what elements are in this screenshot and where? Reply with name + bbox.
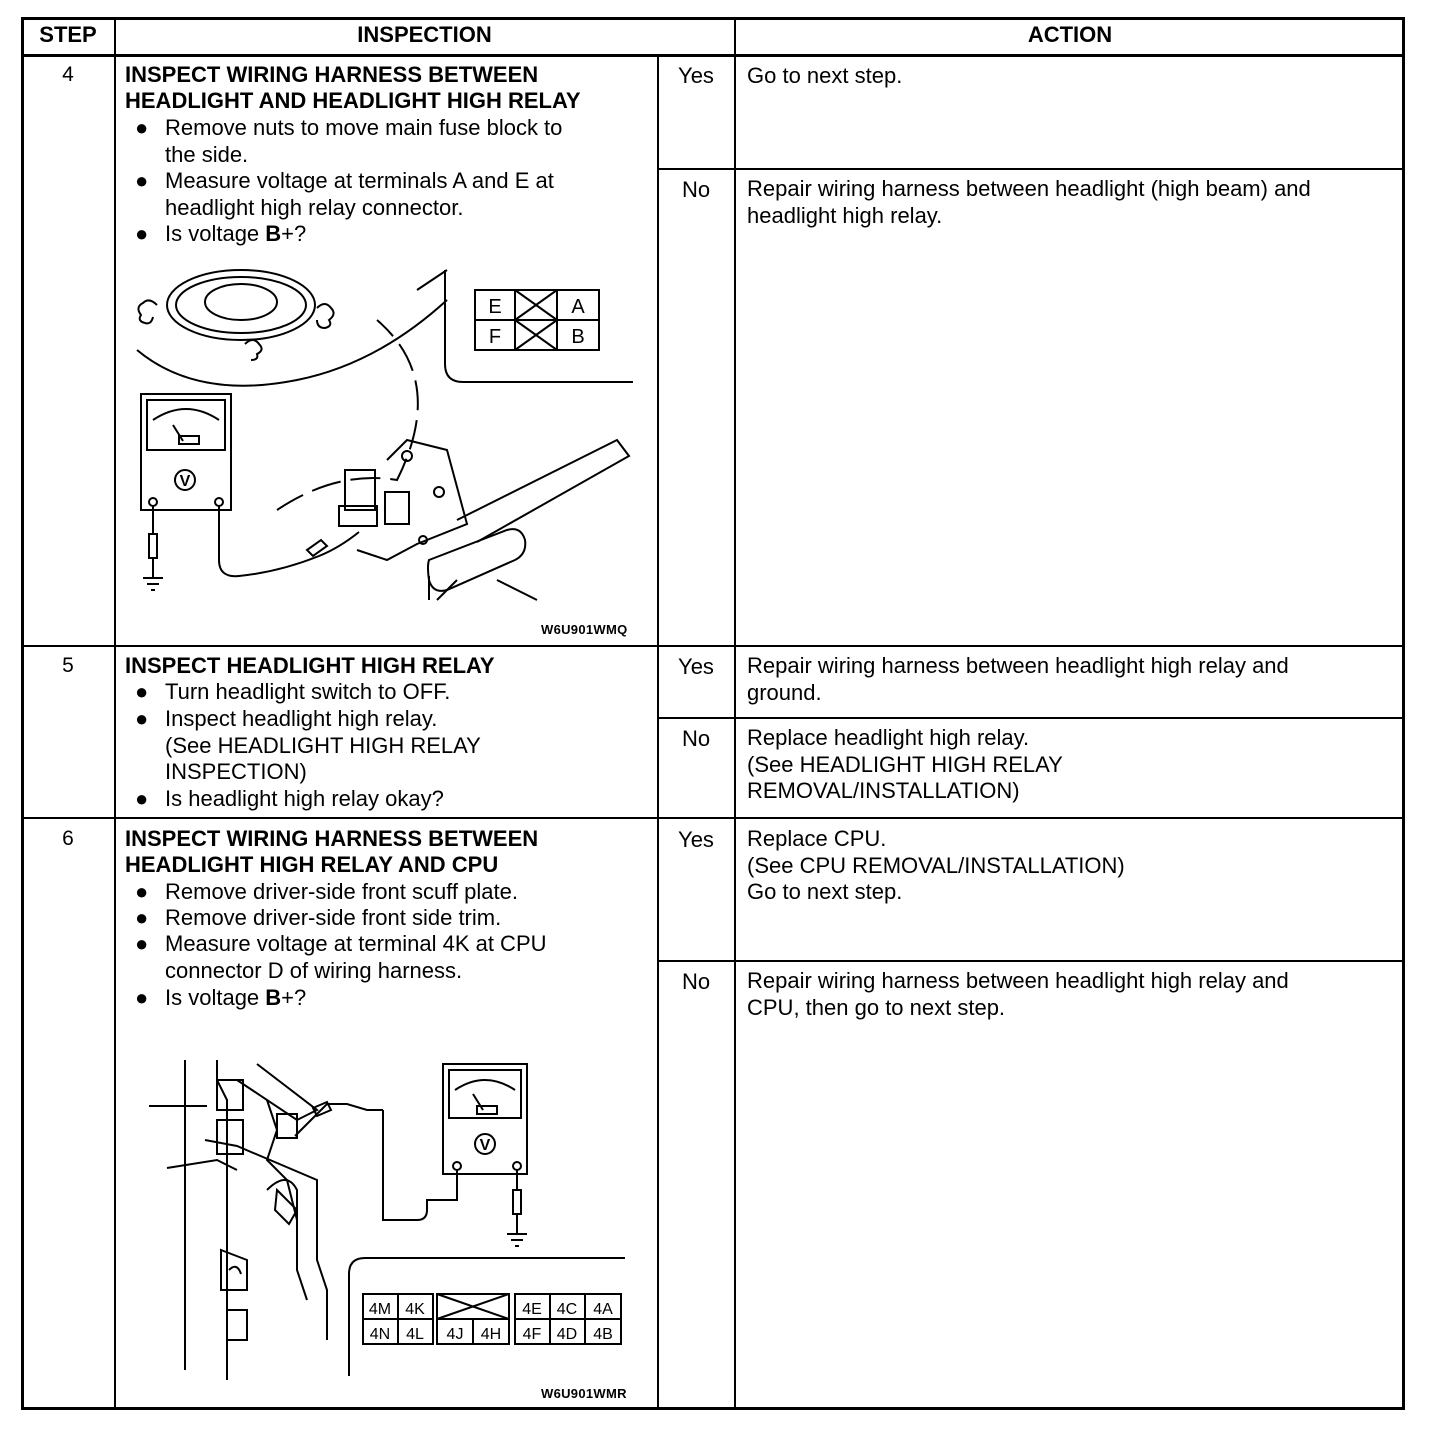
bullet-text-suffix: +? (281, 985, 307, 1010)
action-text: Repair wiring harness between headlight (high beam) and (747, 176, 1311, 201)
step-title (125, 62, 655, 114)
terminal-label: E (488, 296, 502, 318)
bullet-item (135, 931, 655, 984)
connector-bracket (237, 1064, 317, 1120)
bullet-text: headlight high relay connector. (165, 194, 464, 220)
body-contour (137, 300, 447, 386)
bullet-text-bold: B (265, 221, 282, 246)
terminal-label: 4A (593, 1301, 613, 1318)
voltmeter-symbol: V (479, 1137, 491, 1154)
yes-label: Yes (678, 63, 714, 88)
body-contour (277, 320, 418, 510)
harness-clip (275, 1190, 297, 1224)
terminal-label: 4H (480, 1326, 502, 1343)
no-label: No (681, 177, 711, 202)
voltmeter-symbol: V (179, 473, 191, 490)
pillar-outline (185, 1060, 227, 1380)
ground-lead (143, 506, 163, 590)
row-divider (21, 817, 1405, 819)
bullet-icon: ● (135, 879, 149, 904)
bullet-text: INSPECTION) (165, 759, 307, 784)
voltmeter-terminal (215, 498, 223, 506)
ground-lead (507, 1170, 527, 1246)
terminal-label: 4L (406, 1326, 424, 1343)
bullet-text: Measure voltage at terminals A and E at (165, 168, 554, 193)
step-number: 6 (62, 827, 74, 850)
yes-action: Go to next step. (747, 63, 903, 88)
action-text: Go to next step. (747, 879, 903, 904)
terminal-label: 4M (368, 1301, 392, 1318)
bullet-item (135, 168, 655, 221)
bullet-item (135, 879, 655, 906)
terminal-label: F (488, 326, 502, 348)
probe-lead (295, 1104, 383, 1136)
bullet-item (135, 115, 655, 168)
trim-panel (221, 1250, 247, 1340)
header-divider (21, 54, 1405, 57)
action-text: CPU, then go to next step. (747, 994, 1006, 1020)
harness-bar (457, 440, 629, 542)
no-label: No (681, 726, 711, 751)
bullet-icon: ● (135, 905, 149, 930)
voltmeter-terminal (453, 1162, 461, 1170)
terminal-label: 4K (405, 1301, 425, 1318)
voltmeter-needle (173, 425, 199, 444)
headlight-relay-diagram (117, 260, 655, 644)
voltmeter-dial (449, 1070, 521, 1118)
no-action (747, 176, 1387, 229)
bullet-icon: ● (135, 168, 149, 193)
bullet-item (135, 221, 655, 248)
bullet-icon: ● (135, 115, 149, 140)
terminal-label: 4D (556, 1326, 578, 1343)
bullet-item (135, 786, 655, 813)
yes-label: Yes (678, 827, 714, 852)
bullet-item (135, 679, 655, 706)
bullet-icon: ● (135, 931, 149, 956)
header-step: STEP (39, 22, 97, 47)
pillar-outline (149, 1106, 237, 1170)
bullet-icon: ● (135, 221, 149, 246)
harness-clip (428, 529, 525, 591)
trim-panel (217, 1120, 243, 1154)
bullet-item (135, 905, 655, 932)
yes-label: Yes (678, 654, 714, 679)
bullet-text-bold: B (265, 985, 282, 1010)
action-text: headlight high relay. (747, 202, 943, 228)
terminal-label: 4E (522, 1301, 542, 1318)
bullet-text: the side. (165, 141, 249, 167)
nut-icon (317, 304, 334, 328)
cpu-connector-diagram (117, 1040, 655, 1410)
action-text: REMOVAL/INSTALLATION) (747, 778, 1020, 803)
header-inspection: INSPECTION (357, 22, 492, 47)
trim-panel (217, 1080, 243, 1110)
yes-no-divider (657, 960, 1405, 962)
terminal-label: 4C (556, 1301, 578, 1318)
harness-wire (497, 580, 537, 600)
bullet-text: Remove driver-side front scuff plate. (165, 879, 518, 904)
action-text: Replace headlight high relay. (747, 725, 1030, 750)
bullet-text (135, 985, 655, 1012)
row-divider (21, 645, 1405, 647)
probe-lead (383, 1110, 457, 1220)
bullet-item (135, 706, 655, 786)
column-divider (734, 17, 736, 1410)
bullet-text: Turn headlight switch to OFF. (165, 679, 451, 704)
terminal-label: 4N (369, 1326, 391, 1343)
headlight-outline (167, 270, 315, 340)
voltmeter-terminal (513, 1162, 521, 1170)
nut-icon (138, 300, 157, 323)
no-label: No (681, 969, 711, 994)
bullet-text: Remove driver-side front side trim. (165, 905, 502, 930)
voltmeter-dial (147, 400, 225, 450)
no-action (747, 968, 1387, 1021)
step-title-line: INSPECT WIRING HARNESS BETWEEN (125, 826, 539, 851)
terminal-label: B (571, 326, 585, 348)
step-title-line: HEADLIGHT HIGH RELAY AND CPU (125, 852, 499, 877)
bullet-text: connector D of wiring harness. (165, 957, 463, 983)
bullet-text: Measure voltage at terminal 4K at CPU (165, 931, 547, 956)
connector-inset-frame (445, 270, 633, 382)
column-divider (114, 17, 116, 1410)
terminal-label: A (571, 296, 585, 318)
voltmeter-body (141, 394, 231, 510)
relay (345, 470, 375, 510)
bullet-text (135, 221, 655, 248)
terminal-label: 4F (522, 1326, 542, 1343)
voltmeter-needle (473, 1094, 497, 1114)
action-text: Repair wiring harness between headlight high relay and (747, 653, 1289, 678)
voltmeter-scale (153, 409, 219, 420)
step-title (125, 653, 655, 679)
bullet-icon: ● (135, 985, 149, 1010)
header-action: ACTION (1027, 22, 1113, 47)
action-text: (See CPU REMOVAL/INSTALLATION) (747, 852, 1125, 878)
headlight-ring (176, 277, 306, 333)
bullet-item (135, 985, 655, 1012)
bullet-text-prefix: Is voltage (165, 221, 266, 246)
yes-no-divider (657, 168, 1405, 170)
no-action (747, 725, 1387, 805)
bullet-text: Remove nuts to move main fuse block to (165, 115, 563, 140)
step-title-line: INSPECT HEADLIGHT HIGH RELAY (125, 653, 495, 678)
body-contour (417, 270, 447, 290)
bullet-text-prefix: Is voltage (165, 985, 266, 1010)
bullet-icon: ● (135, 786, 149, 811)
yes-no-divider (657, 717, 1405, 719)
headlight-lens (205, 284, 277, 320)
bullet-text-suffix: +? (281, 221, 307, 246)
voltmeter-terminal (149, 498, 157, 506)
action-text: (See HEADLIGHT HIGH RELAY (747, 751, 1063, 777)
step-number: 5 (62, 654, 74, 677)
yes-action (747, 826, 1387, 906)
step-title-line: INSPECT WIRING HARNESS BETWEEN (125, 62, 539, 87)
bullet-text: Inspect headlight high relay. (165, 706, 438, 731)
figure-code: W6U901WMR (541, 1386, 627, 1401)
bullet-text: Is headlight high relay okay? (165, 786, 444, 811)
bullet-text: (See HEADLIGHT HIGH RELAY (165, 732, 481, 758)
pillar-outline (205, 1140, 327, 1340)
relay (385, 492, 409, 524)
step-title-line: HEADLIGHT AND HEADLIGHT HIGH RELAY (125, 88, 581, 113)
terminal-label: 4B (593, 1326, 613, 1343)
action-text: ground. (747, 679, 822, 705)
figure-code: W6U901WMQ (541, 622, 628, 637)
action-text: Repair wiring harness between headlight high relay and (747, 968, 1289, 993)
step-title (125, 826, 655, 878)
action-text: Replace CPU. (747, 826, 887, 851)
bolt-icon (434, 487, 444, 497)
bullet-icon: ● (135, 679, 149, 704)
bullet-icon: ● (135, 706, 149, 731)
nut-icon (245, 340, 262, 360)
terminal-label: 4J (446, 1326, 464, 1343)
step-number: 4 (62, 63, 74, 86)
yes-action (747, 653, 1387, 706)
voltmeter-scale (455, 1080, 515, 1090)
